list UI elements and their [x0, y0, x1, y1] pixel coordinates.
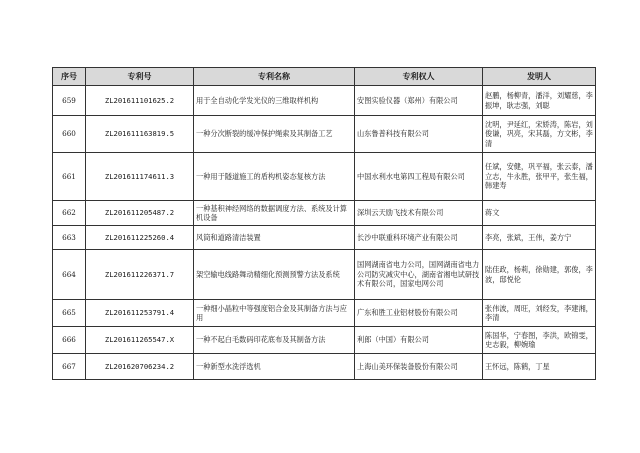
row-seq: 664 — [53, 250, 86, 300]
row-patent-name: 一种基积神经网络的数据调度方法、系统及计算机设备 — [194, 201, 355, 226]
table-row — [53, 116, 596, 153]
row-patent-holder: 上海山美环保装备股份有限公司 — [355, 354, 483, 380]
row-patent-holder: 中国水利水电第四工程局有限公司 — [355, 153, 483, 201]
table-row — [53, 153, 596, 201]
row-seq: 659 — [53, 86, 86, 116]
row-patent-holder: 利郎（中国）有限公司 — [355, 327, 483, 354]
table-row — [53, 300, 596, 327]
row-patent-name: 用于全自动化学发光仪的三维取样机构 — [194, 86, 355, 116]
row-inventors: 陈国华，宁春图，李洪，欧锦雯，史志毅，柳婉瑜 — [483, 327, 596, 354]
header-inventors: 发明人 — [483, 68, 596, 86]
row-patent-name: 一种新型水洗浮选机 — [194, 354, 355, 380]
header-patent-name: 专利名称 — [194, 68, 355, 86]
row-patent-holder: 长沙中联重科环境产业有限公司 — [355, 226, 483, 250]
header-patent-holder: 专利权人 — [355, 68, 483, 86]
row-inventors: 陆佳政，杨莉，徐勋建，郭俊，李波，邸悦伦 — [483, 250, 596, 300]
row-patent-holder: 广东和胜工业铝材股份有限公司 — [355, 300, 483, 327]
patent-table — [52, 67, 596, 380]
row-inventors: 赵鹏，杨柳青，潘洋，刘耀慈，李振坤，耿志强，刘聪 — [483, 86, 596, 116]
row-patent-holder: 深圳云天励飞技术有限公司 — [355, 201, 483, 226]
row-inventors: 张伟波，周旺，刘经发，李建湘，李清 — [483, 300, 596, 327]
header-patent-number: 专利号 — [86, 68, 194, 86]
row-patent-number: ZL201611265547.X — [86, 327, 194, 354]
row-inventors: 任斌，安健，巩平福，张云泰，潘立志，牛永胜，张甲平，张生福，韩建寿 — [483, 153, 596, 201]
table-row — [53, 201, 596, 226]
row-patent-holder: 国网湖南省电力公司，国网湖南省电力公司防灾减灾中心，湖南省湘电试研技术有限公司，国家电网公司 — [355, 250, 483, 300]
header-seq: 序号 — [53, 68, 86, 86]
row-patent-holder: 安图实验仪器（郑州）有限公司 — [355, 86, 483, 116]
row-seq: 661 — [53, 153, 86, 201]
row-patent-number: ZL201611101625.2 — [86, 86, 194, 116]
row-seq: 660 — [53, 116, 86, 153]
table-row — [53, 86, 596, 116]
row-inventors: 李亮，张斌，王伟，姜方宁 — [483, 226, 596, 250]
table-row — [53, 250, 596, 300]
row-patent-number: ZL201611226371.7 — [86, 250, 194, 300]
row-patent-name: 架空输电线路舞动精细化预测预警方法及系统 — [194, 250, 355, 300]
table-header-row — [53, 68, 596, 86]
row-patent-name: 一种细小晶粒中等强度铝合金及其制备方法与应用 — [194, 300, 355, 327]
row-inventors: 王怀远，陈鹤，丁星 — [483, 354, 596, 380]
row-patent-number: ZL201620706234.2 — [86, 354, 194, 380]
table-row — [53, 226, 596, 250]
row-inventors: 沈明，尹延红，宋娇涛，陈岩，刘俊谦，巩亮，宋其磊，方文彬，李清 — [483, 116, 596, 153]
row-patent-number: ZL201611225260.4 — [86, 226, 194, 250]
row-patent-holder: 山东鲁普科技有限公司 — [355, 116, 483, 153]
row-patent-name: 一种分次断裂的缓冲保护绳索及其制备工艺 — [194, 116, 355, 153]
row-seq: 666 — [53, 327, 86, 354]
row-patent-number: ZL201611253791.4 — [86, 300, 194, 327]
row-patent-number: ZL201611174611.3 — [86, 153, 194, 201]
row-inventors: 蒋文 — [483, 201, 596, 226]
row-patent-number: ZL201611163819.5 — [86, 116, 194, 153]
row-patent-name: 一种用于隧道施工的盾构机姿态复核方法 — [194, 153, 355, 201]
row-patent-name: 风筒和道路清洁装置 — [194, 226, 355, 250]
table-row — [53, 354, 596, 380]
row-patent-name: 一种不起白毛数码印花底布及其制备方法 — [194, 327, 355, 354]
row-seq: 662 — [53, 201, 86, 226]
row-patent-number: ZL201611205487.2 — [86, 201, 194, 226]
table-row — [53, 327, 596, 354]
row-seq: 663 — [53, 226, 86, 250]
row-seq: 667 — [53, 354, 86, 380]
row-seq: 665 — [53, 300, 86, 327]
